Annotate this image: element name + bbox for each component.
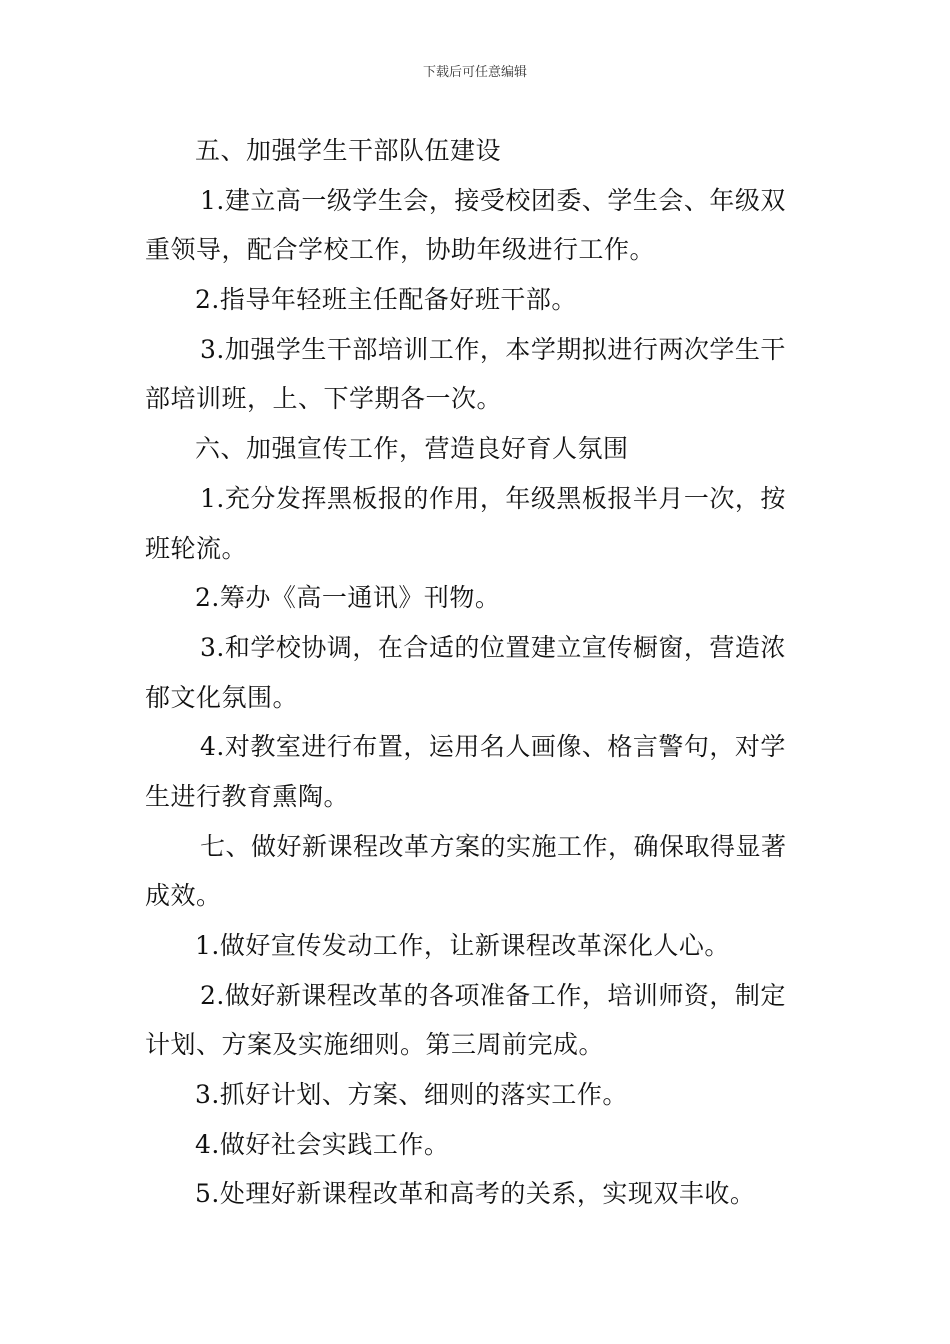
paragraph-line: 部培训班，上、下学期各一次。	[145, 384, 503, 414]
paragraph-line: 1.建立高一级学生会，接受校团委、学生会、年级双	[200, 185, 786, 215]
paragraph-line: 班轮流。	[145, 533, 248, 563]
paragraph-line: 重领导，配合学校工作，协助年级进行工作。	[145, 235, 656, 265]
paragraph-line: 成效。	[145, 881, 222, 911]
paragraph-line: 5.处理好新课程改革和高考的关系，实现双丰收。	[195, 1179, 756, 1209]
paragraph-line: 4.做好社会实践工作。	[195, 1129, 450, 1159]
paragraph-line: 郁文化氛围。	[145, 682, 299, 712]
paragraph-line: 生进行教育熏陶。	[145, 781, 350, 811]
paragraph-line: 2.指导年轻班主任配备好班干部。	[195, 285, 577, 315]
paragraph-line: 3.抓好计划、方案、细则的落实工作。	[195, 1080, 628, 1110]
page-header-note: 下载后可任意编辑	[422, 65, 527, 80]
paragraph-line: 1.做好宣传发动工作，让新课程改革深化人心。	[195, 931, 730, 960]
paragraph-line: 3.和学校协调，在合适的位置建立宣传橱窗，营造浓	[200, 632, 786, 662]
paragraph-line: 2.筹办《高一通讯》刊物。	[195, 583, 501, 613]
section-heading-6: 六、加强宣传工作，营造良好育人氛围	[195, 434, 629, 464]
paragraph-line: 4.对教室进行布置，运用名人画像、格言警句，对学	[200, 732, 786, 762]
paragraph-line: 1.充分发挥黑板报的作用，年级黑板报半月一次，按	[200, 483, 786, 513]
paragraph-line: 2.做好新课程改革的各项准备工作，培训师资，制定	[200, 980, 786, 1010]
section-heading-5: 五、加强学生干部队伍建设	[195, 136, 502, 165]
document-body	[145, 126, 810, 1219]
section-heading-7: 七、做好新课程改革方案的实施工作，确保取得显著	[200, 831, 787, 861]
paragraph-line: 计划、方案及实施细则。第三周前完成。	[145, 1030, 605, 1060]
paragraph-line: 3.加强学生干部培训工作，本学期拟进行两次学生干	[200, 334, 786, 364]
